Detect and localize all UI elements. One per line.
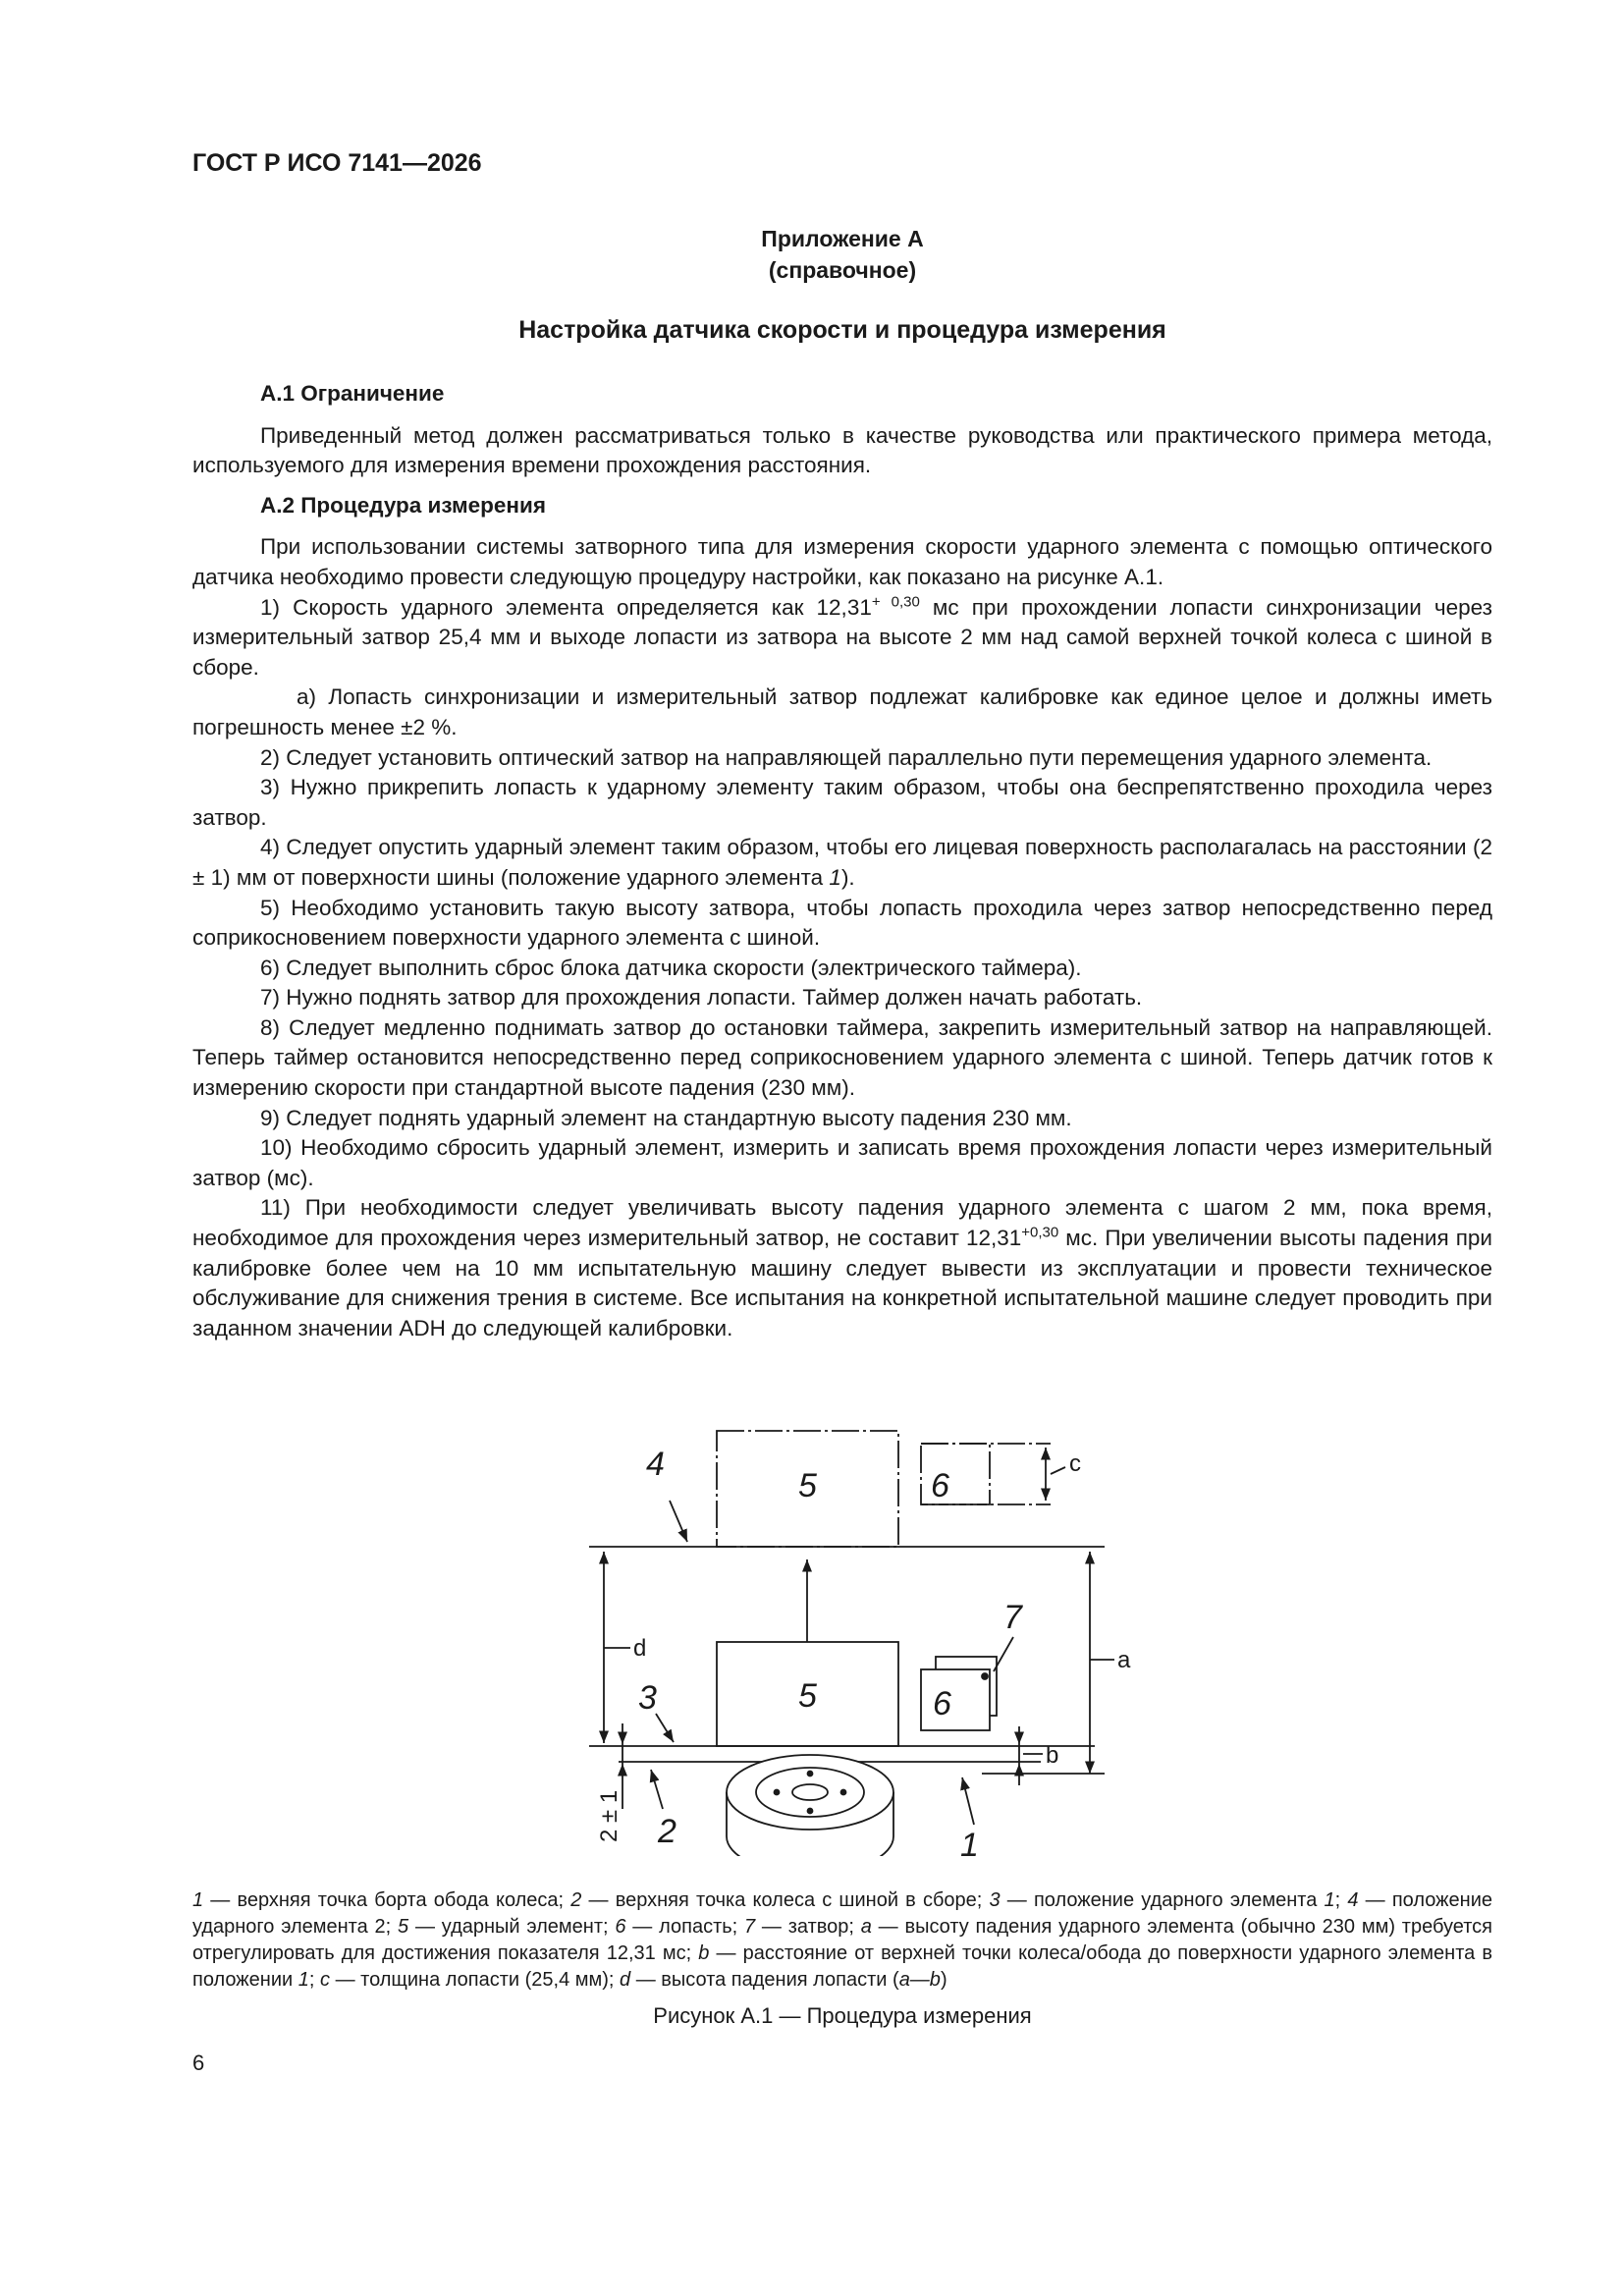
label-2: 2	[658, 1813, 676, 1850]
legend-ldr: a—b	[898, 1969, 941, 1991]
legend-n1: 1	[192, 1889, 204, 1911]
step-5: 5) Необходимо установить такую высоту затвора, чтобы лопасть проходила через затвор непосредственно перед соприкосновением поверхности ударного элемента с шиной.	[192, 895, 1492, 951]
figure-caption: Рисунок А.1 — Процедура измерения	[653, 2003, 1032, 2028]
legend-t6: — лопасть;	[625, 1916, 744, 1938]
document-header: ГОСТ Р ИСО 7141—2026	[192, 149, 482, 177]
label-3: 3	[638, 1679, 657, 1717]
label-b: b	[1046, 1742, 1059, 1769]
legend-lbi: 1	[298, 1969, 309, 1991]
label-d: d	[633, 1635, 647, 1662]
legend-lb: b	[698, 1942, 710, 1964]
step-1-text-b: мс при прохождении лопасти синхронизации через измерительный затвор 25,4 мм и выходе лопасти из затвора на высоте 2 мм над самой верхней точкой колеса с шиной в сборе.	[192, 594, 1492, 680]
legend-tc: — толщина лопасти (25,4 мм);	[330, 1969, 621, 1991]
label-c: c	[1069, 1450, 1081, 1477]
annex-type: (справочное)	[768, 257, 917, 283]
legend-t3e: ;	[1334, 1889, 1341, 1911]
legend-t1: — верхняя точка борта обода колеса;	[203, 1889, 571, 1911]
legend-ta: — высоту падения ударного элемента (обычно 230 мм) требуется отрегулировать для достижения показателя 12,31 мс;	[192, 1916, 1492, 1964]
label-1: 1	[960, 1827, 979, 1856]
step-4-text-b: ).	[840, 864, 855, 890]
page-number: 6	[192, 2050, 205, 2075]
legend-n3: 3	[989, 1889, 1001, 1911]
legend-tde: )	[940, 1969, 947, 1991]
wheel-assembly	[727, 1755, 893, 1856]
figure-a1-diagram	[550, 1385, 1139, 1856]
label-tolerance: 2 ± 1	[596, 1789, 622, 1842]
step-4-text-a: 4) Следует опустить ударный элемент таким образом, чтобы его лицевая поверхность располагалась на расстоянии (2 ± 1) мм от поверхности шины (положение ударного элемента	[192, 835, 1492, 890]
annex-label: Приложение А	[761, 226, 924, 251]
step-1-tolerance: + 0,30	[871, 593, 920, 611]
step-1-text-a: 1) Скорость ударного элемента определяется как 12,31	[260, 594, 872, 620]
label-6-top: 6	[931, 1467, 949, 1504]
section-a2-title: А.2 Процедура измерения	[260, 492, 546, 518]
legend-n3i: 1	[1324, 1889, 1335, 1911]
step-10: 10) Необходимо сбросить ударный элемент, измерить и записать время прохождения лопасти через измерительный затвор (мс).	[192, 1135, 1492, 1190]
label-4: 4	[646, 1446, 665, 1483]
document-body	[192, 377, 1492, 1343]
legend-lc: c	[320, 1969, 331, 1991]
step-7: 7) Нужно поднять затвор для прохождения лопасти. Таймер должен начать работать.	[260, 985, 1143, 1011]
step-11-text-b: мс. При увеличении высоты падения при калибровке более чем на 10 мм испытательную машину следует вывести из эксплуатации и провести техническое обслуживание для снижения трения в системе. Все испытания на конкретной испытательной машине следует проводить при заданном значении ADH до следующей калибровки.	[192, 1226, 1492, 1340]
legend-la: а	[860, 1916, 872, 1938]
legend-tb2: ;	[308, 1969, 321, 1991]
section-a1-text: Приведенный метод должен рассматриваться только в качестве руководства или практического примера метода, используемого для измерения времени прохождения расстояния.	[192, 422, 1492, 478]
legend-td: — высота падения лопасти (	[630, 1969, 899, 1991]
legend-t4: — положение ударного элемента 2;	[192, 1889, 1492, 1938]
step-3: 3) Нужно прикрепить лопасть к ударному элементу таким образом, чтобы она беспрепятственно проходила через затвор.	[192, 775, 1492, 830]
label-5-bottom: 5	[798, 1677, 817, 1715]
legend-t7: — затвор;	[755, 1916, 861, 1938]
step-11-text-a: 11) При необходимости следует увеличивать высоту падения ударного элемента с шагом 2 мм, пока время, необходимое для прохождения через измерительный затвор, не составит 12,31	[192, 1195, 1492, 1251]
legend-n5: 5	[398, 1916, 409, 1938]
legend-t3: — положение ударного элемента	[1000, 1889, 1325, 1911]
label-5-top: 5	[798, 1467, 817, 1504]
step-2: 2) Следует установить оптический затвор на направляющей параллельно пути перемещения ударного элемента.	[260, 744, 1433, 770]
step-6: 6) Следует выполнить сброс блока датчика скорости (электрического таймера).	[260, 955, 1082, 980]
legend-t2: — верхняя точка колеса с шиной в сборе;	[581, 1889, 990, 1911]
legend-n7: 7	[744, 1916, 756, 1938]
label-7: 7	[1003, 1599, 1022, 1636]
label-6-bottom: 6	[933, 1685, 951, 1722]
section-a2-intro: При использовании системы затворного типа для измерения скорости ударного элемента с помощью оптического датчика необходимо провести следующую процедуру настройки, как показано на рисунке А.1.	[192, 534, 1492, 589]
legend-tb: — расстояние от верхней точки колеса/обода до поверхности ударного элемента в положении	[192, 1942, 1492, 1991]
label-a: a	[1117, 1647, 1131, 1673]
step-11-tolerance: +0,30	[1021, 1224, 1059, 1241]
figure-legend	[192, 1887, 1492, 1994]
step-1	[192, 593, 1492, 683]
legend-n2: 2	[570, 1889, 582, 1911]
legend-n6: 6	[615, 1916, 626, 1938]
section-a1-title: А.1 Ограничение	[260, 381, 445, 406]
step-4-italic: 1	[829, 864, 841, 890]
step-4	[192, 833, 1492, 893]
step-9: 9) Следует поднять ударный элемент на стандартную высоту падения 230 мм.	[260, 1105, 1072, 1130]
step-1a: а) Лопасть синхронизации и измерительный затвор подлежат калибровке как единое целое и должны иметь погрешность менее ±2 %.	[192, 684, 1492, 739]
legend-t5: — ударный элемент;	[408, 1916, 616, 1938]
legend-ld: d	[620, 1969, 631, 1991]
step-8: 8) Следует медленно поднимать затвор до остановки таймера, закрепить измерительный затвор на направляющей. Теперь таймер остановится непосредственно перед соприкосновением ударного элемента с шиной. Теперь датчик готов к измерению скорости при стандартной высоте падения (230 мм).	[192, 1014, 1492, 1101]
legend-n4: 4	[1347, 1889, 1359, 1911]
annex-title: Настройка датчика скорости и процедура измерения	[518, 316, 1166, 344]
blade-bottom	[921, 1669, 990, 1730]
step-11	[192, 1193, 1492, 1343]
